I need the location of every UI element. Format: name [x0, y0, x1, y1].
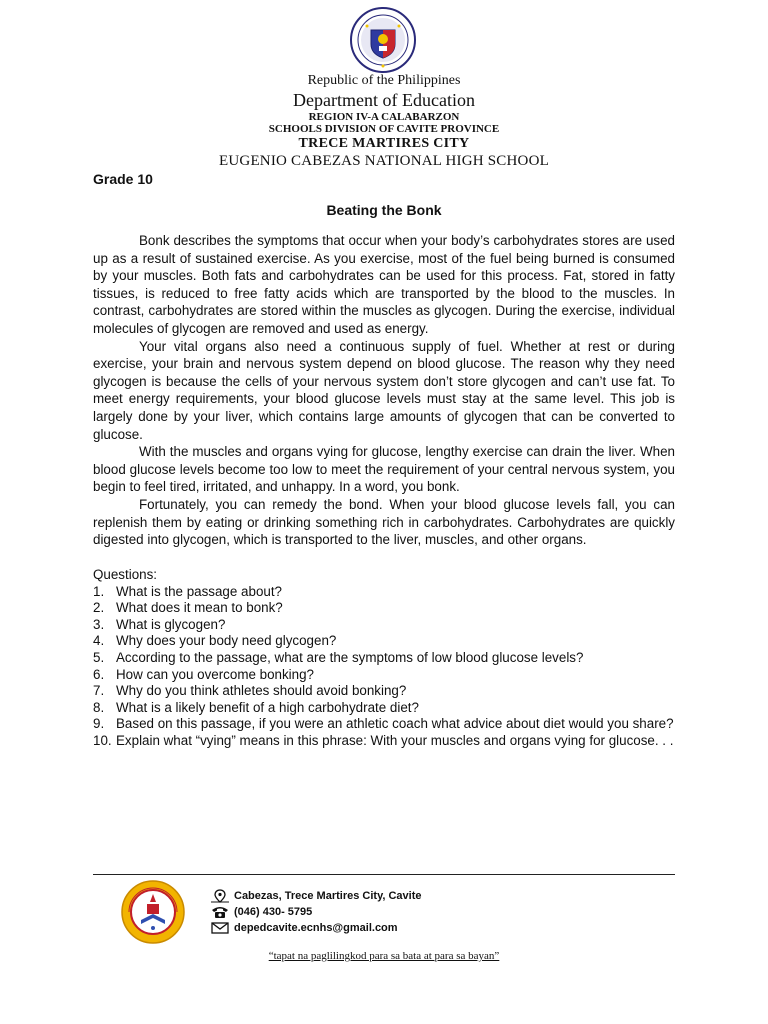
question-number: 5.: [93, 649, 105, 665]
question-text: What does it mean to bonk?: [116, 600, 283, 616]
question-number: 8.: [93, 699, 105, 715]
footer-phone: [210, 905, 312, 919]
header-region: REGION IV-A CALABARZON: [308, 111, 460, 123]
phone-text: (046) 430- 5795: [234, 906, 313, 918]
header-division: SCHOOLS DIVISION OF CAVITE PROVINCE: [268, 123, 500, 135]
school-seal-icon: [121, 880, 185, 944]
passage-title: Beating the Bonk: [326, 202, 442, 218]
question-item: [93, 733, 675, 750]
envelope-icon: [210, 921, 230, 935]
question-text: Explain what “vying” means in this phrase: With your muscles and organs vying for glucose. . .: [116, 732, 674, 748]
question-item: [93, 600, 675, 617]
passage: [93, 232, 675, 549]
passage-paragraph: Your vital organs also need a continuous supply of fuel. Whether at rest or during exercise, your brain and nervous system depend on blood glucose. The reason why they need glycogen is because the cells of your nervous system don’t store glycogen and can’t use fat. To meet energy requirements, your blood glucose levels must stay at the same level. This job is largely done by your liver, which contains large amounts of glycogen that can be converted to glucose.: [93, 338, 675, 442]
telephone-icon: [210, 905, 230, 919]
footer-email: [210, 921, 398, 935]
question-number: 2.: [93, 600, 105, 616]
question-number: 10.: [93, 732, 112, 748]
header-republic: Republic of the Philippines: [307, 73, 461, 88]
header-school: EUGENIO CABEZAS NATIONAL HIGH SCHOOL: [219, 153, 549, 169]
questions-heading: Questions:: [93, 567, 158, 582]
footer-divider: [93, 874, 675, 875]
passage-paragraph: Fortunately, you can remedy the bond. When your blood glucose levels fall, you can replenish them by eating or drinking something rich in carbohydrates. Carbohydrates are quickly digested into glycogen, which is transported to the liver, muscles, and other organs.: [93, 496, 675, 548]
question-item: [93, 633, 675, 650]
question-item: [93, 700, 675, 717]
question-text: What is glycogen?: [116, 616, 226, 632]
question-item: [93, 716, 675, 733]
passage-paragraph: With the muscles and organs vying for glucose, lengthy exercise can drain the liver. When blood glucose levels become too low to meet the requirement of your central nervous system, you begin to feel tired, irritated, and unhappy. In a word, you bonk.: [93, 444, 675, 495]
question-item: [93, 584, 675, 601]
deped-seal-icon: [349, 6, 417, 74]
motto-text: “tapat na paglilingkod para sa bata at para sa bayan”: [268, 950, 500, 962]
questions-section: [93, 567, 675, 750]
footer-address: [210, 889, 422, 903]
question-text: Based on this passage, if you were an athletic coach what advice about diet would you share?: [116, 716, 674, 732]
question-item: [93, 617, 675, 634]
question-text: What is the passage about?: [116, 583, 283, 599]
header-city: TRECE MARTIRES CITY: [298, 136, 470, 151]
question-number: 9.: [93, 716, 105, 732]
question-number: 4.: [93, 633, 105, 649]
question-text: What is a likely benefit of a high carbohydrate diet?: [116, 699, 419, 715]
question-number: 1.: [93, 583, 105, 599]
passage-paragraph: Bonk describes the symptoms that occur when your body’s carbohydrates stores are used up as a result of sustained exercise. As you exercise, most of the fuel being burned is consumed by your muscles. Both fats and carbohydrates can be used for this process. Fat, stored in fatty tissues, is reduced to free fatty acids which are transported by the blood to the muscles. In contrast, carbohydrates are stored within the muscles as glycogen. During the exercise, individual molecules of glycogen are removed and used as energy.: [93, 233, 675, 336]
question-text: Why does your body need glycogen?: [116, 633, 337, 649]
header-department: Department of Education: [293, 90, 475, 110]
question-item: [93, 650, 675, 667]
question-text: How can you overcome bonking?: [116, 666, 314, 682]
question-number: 7.: [93, 683, 105, 699]
question-item: [93, 667, 675, 684]
email-text: depedcavite.ecnhs@gmail.com: [234, 922, 398, 934]
location-pin-icon: [210, 889, 230, 903]
question-item: [93, 683, 675, 700]
question-text: According to the passage, what are the symptoms of low blood glucose levels?: [116, 649, 584, 665]
grade-label: Grade 10: [93, 171, 153, 187]
address-text: Cabezas, Trece Martires City, Cavite: [234, 890, 422, 902]
question-number: 3.: [93, 616, 105, 632]
footer-motto: [0, 950, 768, 962]
question-text: Why do you think athletes should avoid bonking?: [116, 683, 407, 699]
question-number: 6.: [93, 666, 105, 682]
questions-list: [93, 584, 675, 750]
